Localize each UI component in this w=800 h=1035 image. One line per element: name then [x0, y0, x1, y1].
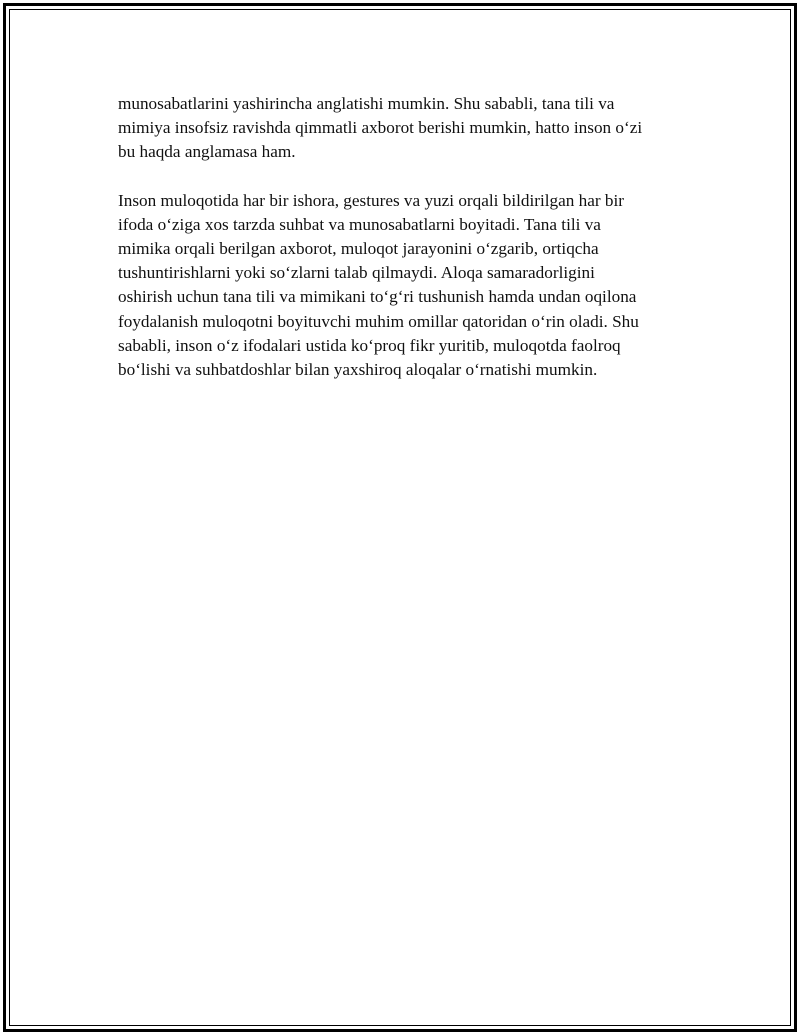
text-line: Inson muloqotida har bir ishora, gestures va yuzi orqali bildirilgan har bir	[118, 190, 624, 210]
text-line: sababli, inson o‘z ifodalari ustida ko‘proq fikr yuritib, muloqotda faolroq	[118, 335, 621, 355]
text-line: oshirish uchun tana tili va mimikani to‘g‘ri tushunish hamda undan oqilona	[118, 287, 637, 307]
text-line: foydalanish muloqotni boyituvchi muhim omillar qatoridan o‘rin oladi. Shu	[118, 311, 639, 331]
text-line: mimiya insofsiz ravishda qimmatli axborot berishi mumkin, hatto inson o‘zi	[118, 118, 643, 138]
paragraph-2	[118, 189, 698, 383]
text-line: bu haqda anglamasa ham.	[118, 142, 296, 162]
document-body	[118, 92, 698, 382]
paragraph-spacer	[118, 165, 698, 189]
text-line: bo‘lishi va suhbatdoshlar bilan yaxshiroq aloqalar o‘rnatishi mumkin.	[118, 359, 598, 379]
text-line: ifoda o‘ziga xos tarzda suhbat va munosabatlarni boyitadi. Tana tili va	[118, 214, 601, 234]
text-line: mimika orqali berilgan axborot, muloqot jarayonini o‘zgarib, ortiqcha	[118, 238, 599, 258]
text-line: tushuntirishlarni yoki so‘zlarni talab qilmaydi. Aloqa samaradorligini	[118, 263, 595, 283]
paragraph-1	[118, 92, 698, 165]
text-line: munosabatlarini yashirincha anglatishi mumkin. Shu sababli, tana tili va	[118, 94, 615, 113]
